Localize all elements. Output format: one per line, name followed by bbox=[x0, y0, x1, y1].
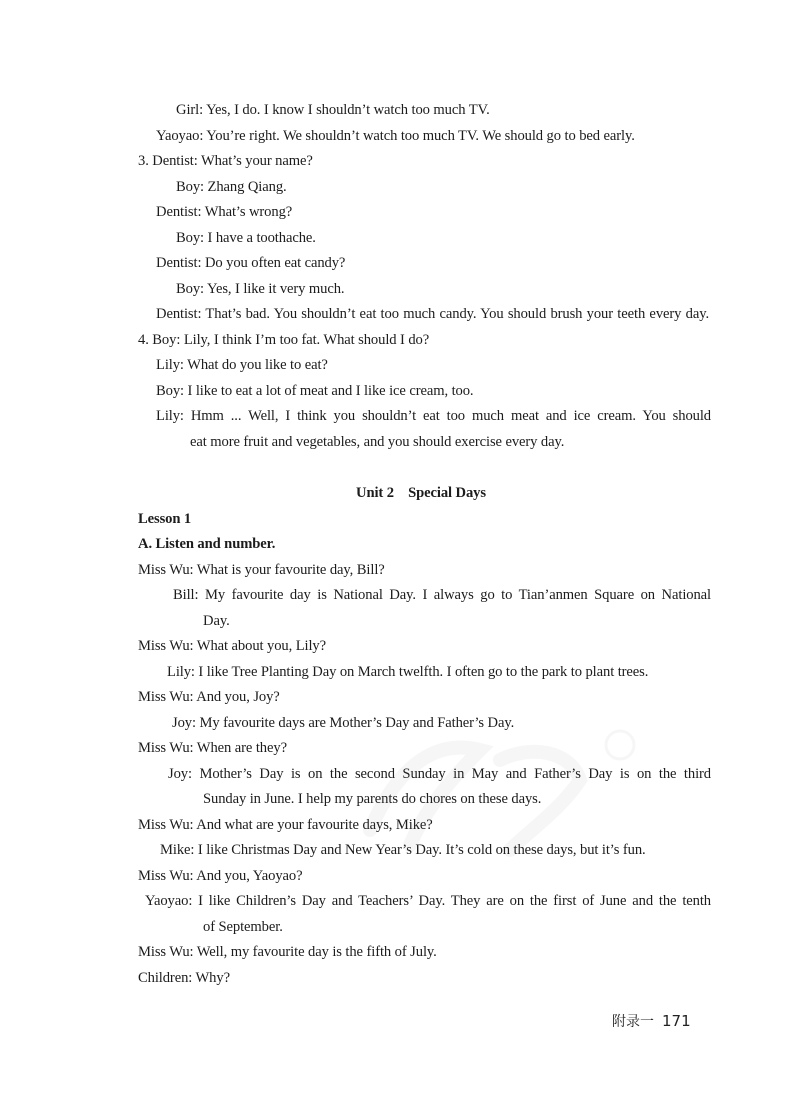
dialogue-line: Joy: Mother’s Day is on the second Sunday in May and Father’s Day is on the third bbox=[168, 766, 711, 782]
dialogue-line: Joy: My favourite days are Mother’s Day and Father’s Day. bbox=[172, 715, 515, 731]
dialogue-line: Miss Wu: And what are your favourite days, Mike? bbox=[138, 817, 433, 833]
dialogue-line: Miss Wu: When are they? bbox=[138, 740, 287, 756]
appendix-label: 附录一 bbox=[612, 1014, 654, 1030]
dialogue-line: Yaoyao: I like Children’s Day and Teachers’ Day. They are on the first of June and the tenth bbox=[145, 893, 711, 909]
dialogue-line: 3. Dentist: What’s your name? bbox=[138, 153, 313, 169]
dialogue-line: Miss Wu: And you, Yaoyao? bbox=[138, 868, 303, 884]
dialogue-line: Miss Wu: What is your favourite day, Bill? bbox=[138, 562, 385, 578]
page-footer bbox=[612, 1011, 691, 1032]
dialogue-line: Miss Wu: And you, Joy? bbox=[138, 689, 280, 705]
exercise-heading: A. Listen and number. bbox=[138, 536, 276, 552]
dialogue-line: Dentist: Do you often eat candy? bbox=[156, 255, 346, 271]
dialogue-line: of September. bbox=[203, 919, 283, 935]
dialogue-line: Children: Why? bbox=[138, 970, 230, 986]
dialogue-line: eat more fruit and vegetables, and you should exercise every day. bbox=[190, 434, 565, 450]
dialogue-line: Sunday in June. I help my parents do chores on these days. bbox=[203, 791, 542, 807]
lesson-title: Lesson 1 bbox=[138, 511, 192, 527]
dialogue-line: Girl: Yes, I do. I know I shouldn’t watch too much TV. bbox=[176, 102, 490, 118]
page-number: 171 bbox=[662, 1012, 691, 1030]
dialogue-line: Boy: Yes, I like it very much. bbox=[176, 281, 345, 297]
dialogue-line: Bill: My favourite day is National Day. I always go to Tian’anmen Square on National bbox=[173, 587, 711, 603]
dialogue-line: Lily: Hmm ... Well, I think you shouldn’t eat too much meat and ice cream. You should bbox=[156, 408, 711, 424]
dialogue-line: Yaoyao: You’re right. We shouldn’t watch too much TV. We should go to bed early. bbox=[156, 128, 635, 144]
dialogue-line: Day. bbox=[203, 613, 230, 629]
dialogue-line: Boy: Zhang Qiang. bbox=[176, 179, 287, 195]
dialogue-line: Dentist: That’s bad. You shouldn’t eat too much candy. You should brush your teeth every day. bbox=[156, 306, 709, 322]
dialogue-line: Dentist: What’s wrong? bbox=[156, 204, 293, 220]
unit-title: Unit 2 Special Days bbox=[356, 485, 486, 501]
dialogue-line: Mike: I like Christmas Day and New Year’s Day. It’s cold on these days, but it’s fun. bbox=[160, 842, 646, 858]
dialogue-line: Boy: I have a toothache. bbox=[176, 230, 316, 246]
dialogue-line: Lily: What do you like to eat? bbox=[156, 357, 328, 373]
dialogue-line: Miss Wu: Well, my favourite day is the fifth of July. bbox=[138, 944, 437, 960]
dialogue-line: Boy: I like to eat a lot of meat and I like ice cream, too. bbox=[156, 383, 474, 399]
dialogue-line: 4. Boy: Lily, I think I’m too fat. What should I do? bbox=[138, 332, 430, 348]
dialogue-line: Lily: I like Tree Planting Day on March twelfth. I often go to the park to plant trees. bbox=[167, 664, 649, 680]
dialogue-line: Miss Wu: What about you, Lily? bbox=[138, 638, 327, 654]
